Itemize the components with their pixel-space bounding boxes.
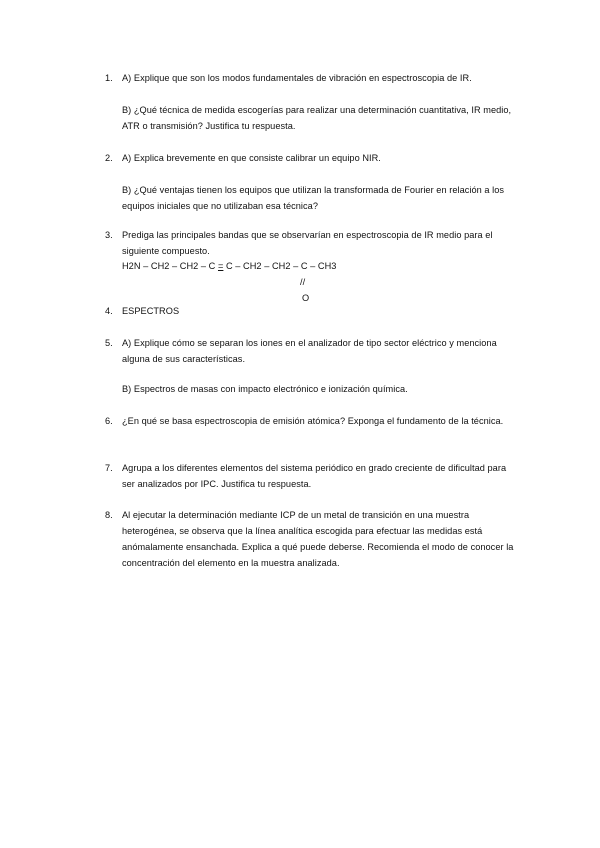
question-8-text: Al ejecutar la determinación mediante ICP de un metal de transición en una muestra heterogénea, se observa que la línea analítica escogida para efectuar las medidas está anómalamente ensanchada. Explica a qué puede deberse. Recomienda el modo de conocer la concentración del elemento en la muestra analizada. (122, 510, 514, 568)
question-3-text: Prediga las principales bandas que se observarían en espectroscopia de IR medio para el siguiente compuesto. (122, 230, 493, 256)
question-1-part-b: B) ¿Qué técnica de medida escogerías para realizar una determinación cuantitativa, IR medio, ATR o transmisión? Justifica tu respuesta. (122, 105, 512, 131)
question-number: 7. (105, 463, 113, 473)
question-5-part-b: B) Espectros de masas con impacto electrónico e ionización química. (122, 384, 408, 394)
question-4-text: ESPECTROS (122, 306, 180, 316)
formula-oxygen: O (302, 293, 310, 303)
formula-right: C – CH2 – CH2 – C – CH3 (223, 261, 337, 271)
question-number: 8. (105, 510, 113, 520)
formula-left: H2N – CH2 – CH2 – C (122, 261, 218, 271)
question-2-part-b: B) ¿Qué ventajas tienen los equipos que utilizan la transformada de Fourier en relación a los equipos iniciales que no utilizaban esa técnica? (122, 185, 505, 211)
question-number: 1. (105, 73, 113, 83)
question-number: 6. (105, 416, 113, 426)
question-number: 5. (105, 338, 113, 348)
question-number: 3. (105, 230, 113, 240)
chemical-formula (122, 258, 336, 274)
question-5-part-a: A) Explique cómo se separan los iones en el analizador de tipo sector eléctrico y menciona alguna de sus características. (122, 338, 497, 364)
formula-bond: = (217, 261, 224, 271)
formula-double-bond: // (300, 277, 306, 287)
question-number: 2. (105, 153, 113, 163)
question-number: 4. (105, 306, 113, 316)
question-2-part-a: A) Explica brevemente en que consiste calibrar un equipo NIR. (122, 153, 381, 163)
question-7-text: Agrupa a los diferentes elementos del sistema periódico en grado creciente de dificultad para ser analizados por IPC. Justifica tu respuesta. (122, 463, 507, 489)
question-1-part-a: A) Explique que son los modos fundamentales de vibración en espectroscopia de IR. (122, 73, 472, 83)
question-6-text: ¿En qué se basa espectroscopia de emisión atómica? Exponga el fundamento de la técnica. (122, 416, 504, 426)
